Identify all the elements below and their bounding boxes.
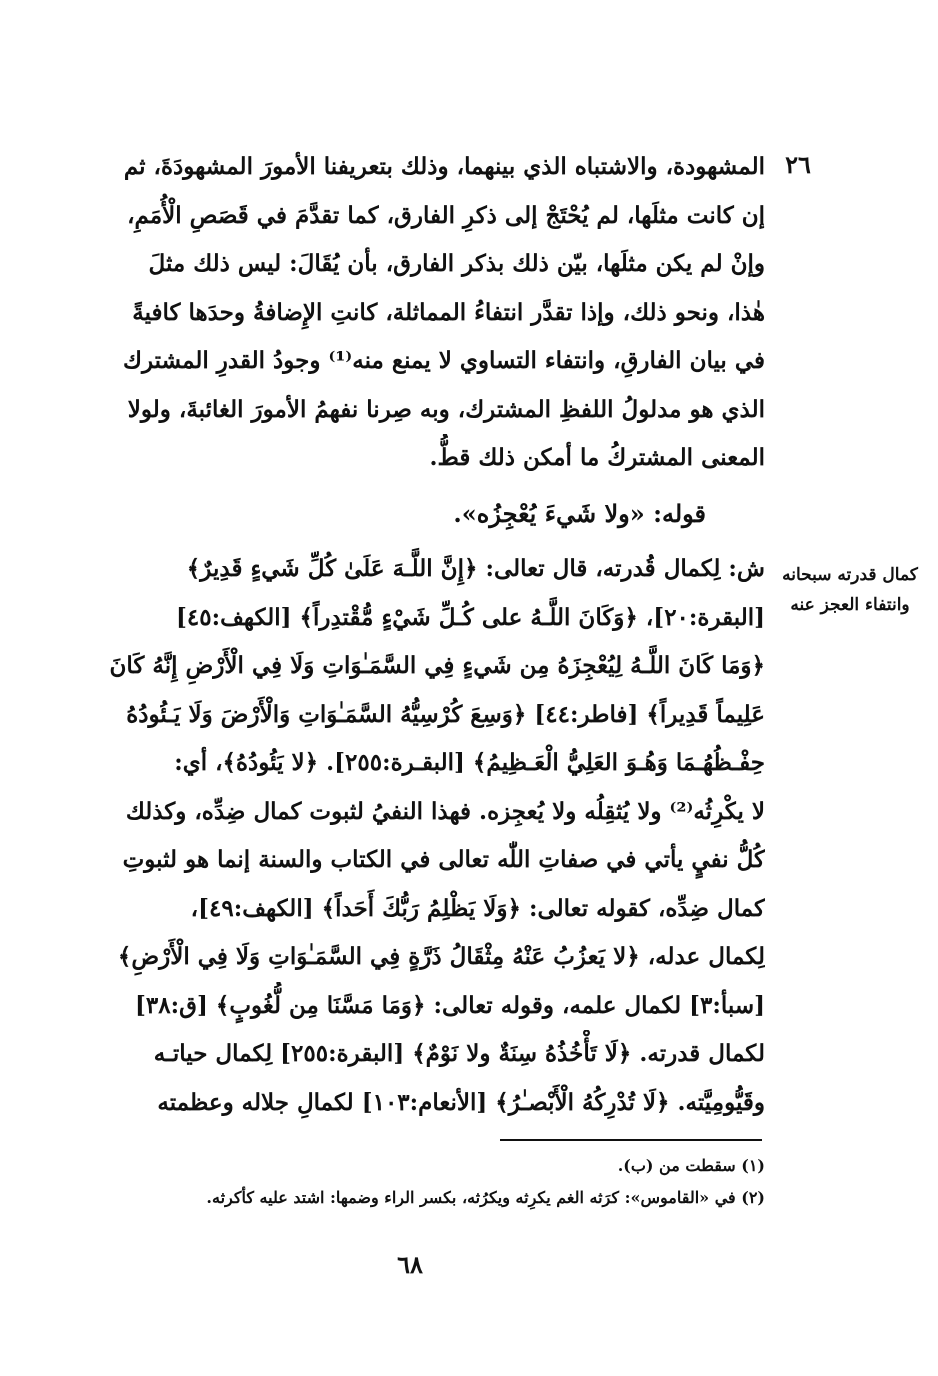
page-number: ٦٨	[397, 1250, 423, 1279]
text-line: عَلِيماً قَدِيراً﴾ [فاطر:٤٤] ﴿وَسِعَ كُرْسِيُّهُ السَّمَـٰوَاتِ وَالْأَرْضَ وَلَا يَـئُودُهُ	[126, 700, 765, 728]
text-line: المشهودة، والاشتباه الذي بينهما، وذلك بتعريفنا الأمورَ المشهودَةَ، ثم	[123, 153, 765, 180]
margin-note	[770, 560, 930, 620]
line-number: ٢٦	[785, 150, 811, 179]
text-line: في بيان الفارقِ، وانتفاء التساوي لا يمنع منه⁽¹⁾ وجودُ القدرِ المشترك	[122, 347, 765, 374]
text-line: ﴿وَمَا كَانَ اللَّـهُ لِيُعْجِزَهُ مِن شَيءٍ فِي السَّمَـٰوَاتِ وَلَا فِي الْأَرْضِ إِنَّهُ كَانَ	[109, 652, 765, 679]
text-line: لِكمال عدله، ﴿لا يَعزُبُ عَنْهُ مِثْقَالُ ذَرَّةٍ فِي السَّمَـٰوَاتِ وَلَا فِي الْأَرْضِ﴾	[117, 943, 765, 970]
text-block-top	[105, 143, 765, 483]
text-line: كمال ضِدِّه، كقوله تعالى: ﴿وَلَا يَظْلِمُ رَبُّكَ أَحَداً﴾ [الكهف:٤٩]،	[190, 894, 765, 922]
text-line: المعنى المشتركُ ما أمكن ذلك قطُّ.	[429, 444, 765, 471]
text-line: لكمال قدرته. ﴿لَا تَأْخُذُهُ سِنَةٌ ولا نَوْمٌ﴾ [البقرة:٢٥٥] لِكمال حياتـه	[153, 1040, 765, 1067]
text-line: وقَيُّومِيَّته. ﴿لَا تُدْرِكُهُ الْأَبْصـٰرُ﴾ [الأنعام:١٠٣] لكمالِ جلاله وعظمته	[157, 1088, 765, 1116]
text-line: كُلُّ نفيٍ يأتي في صفاتِ اللّٰه تعالى في الكتاب والسنة إنما هو لثبوتِ	[122, 846, 765, 873]
footnote: (٢) في «القاموس»: كرَثه الغم يكرِثه ويكرُثه، بكسر الراء وضمها: اشتد عليه كأكرثه.	[206, 1188, 765, 1207]
margin-note-line: وانتفاء العجز عنه	[790, 595, 910, 615]
text-line: إن كانت مثلَها، لم يُحْتَجْ إلى ذكرِ الفارق، كما تقدَّمَ في قَصَصِ الْأُمَمِ،	[127, 201, 765, 229]
section-heading: قوله: «ولا شَيءَ يُعْجِزُه».	[453, 499, 706, 528]
text-line: الذي هو مدلولُ اللفظِ المشترك، وبه صِرنا نفهمُ الأمورَ الغائبةَ، ولولا	[127, 395, 765, 423]
text-line: وإنْ لم يكن مثلَها، بيّن ذلك بذكر الفارق، بأن يُقَالَ: ليس ذلك مثلَ	[148, 250, 765, 277]
margin-note-line: كمال قدرته سبحانه	[782, 565, 918, 585]
text-line: [سبأ:٣] لكمال علمه، وقوله تعالى: ﴿وَمَا مَسَّنَا مِن لُّغُوبٍ﴾ [ق:٣٨]	[135, 991, 765, 1019]
footnotes	[105, 1150, 765, 1214]
text-line: هٰذا، ونحو ذلك، وإذا تقدَّر انتفاءُ المماثلة، كانتِ الإِضافةُ وحدَها كافيةً	[132, 298, 765, 326]
text-line: [البقرة:٢٠]، ﴿وَكَانَ اللَّـهُ على كُـلِّ شَيْءٍ مُّقْتدِراً﴾ [الكهف:٤٥]	[176, 603, 765, 631]
text-block-commentary	[105, 545, 765, 1127]
footnote-divider	[500, 1139, 762, 1141]
footnote: (١) سقطت من (ب).	[617, 1156, 765, 1175]
text-line: حِفْـظُهُـمَا وَهُـوَ العَلِيُّ الْعَـظِيمُ﴾ [البقـرة:٢٥٥]. ﴿لا يَئُودُهُ﴾، أي:	[174, 749, 765, 776]
text-line: ش: لِكمال قُدرته، قال تعالى: ﴿إِنَّ اللَّـهَ عَلَىٰ كُلِّ شَيءٍ قَدِيرٌ﴾	[186, 555, 765, 582]
text-line: لا يكْرِثُه⁽²⁾ ولا يُثقِلُه ولا يُعجِزه. فهذا النفيُ لثبوت كمال ضِدِّه، وكذلك	[125, 797, 765, 825]
